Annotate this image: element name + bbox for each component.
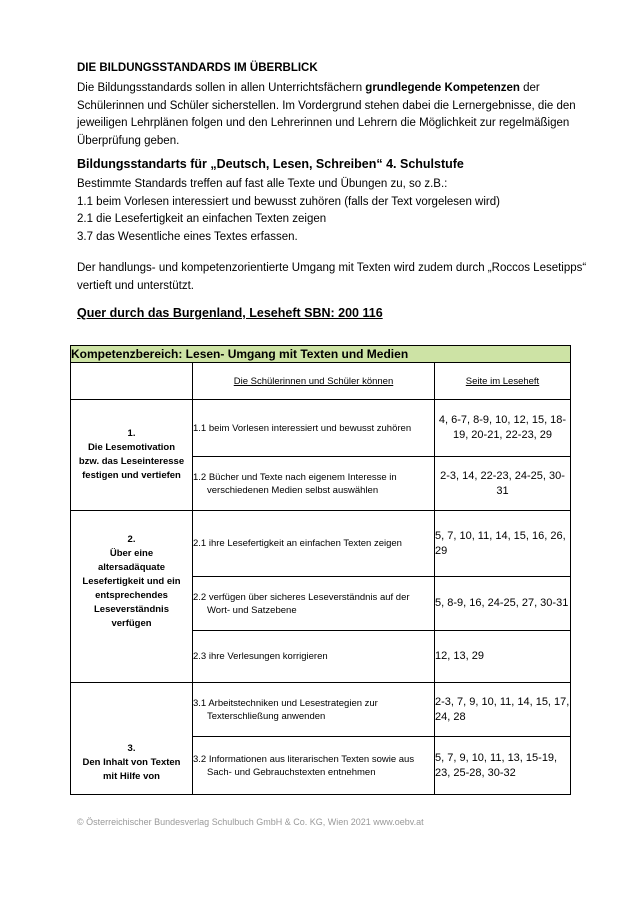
column-header-row (71, 363, 571, 400)
skill-cell (193, 400, 435, 457)
skill-cell (193, 577, 435, 631)
skill-text: 2.2 verfügen über sicheres Leseverständnis auf der Wort- und Satzebene (193, 591, 410, 616)
empty-header-cell (71, 363, 193, 400)
competence-table (70, 345, 571, 795)
section-title: DIE BILDUNGSSTANDARDS IM ÜBERBLICK (77, 62, 318, 74)
lesetipps-paragraph (77, 260, 587, 295)
area-number: 2. (127, 534, 136, 545)
skill-text: 3.1 Arbeitstechniken und Lesestrategien zur Texterschließung anwenden (193, 697, 378, 722)
intro-line-1 (77, 80, 567, 98)
table-row (71, 400, 571, 457)
column-header-pages: Seite im Leseheft (435, 363, 571, 400)
area-line: Leseverständnis (94, 604, 169, 615)
skill-cell (193, 511, 435, 577)
pages-cell: 5, 7, 9, 10, 11, 13, 15-19, 23, 25-28, 30-32 (435, 737, 571, 795)
skill-cell (193, 683, 435, 737)
standards-title: Bildungsstandarts für „Deutsch, Lesen, Schreiben“ 4. Schulstufe (77, 157, 464, 171)
pages-cell: 2-3, 14, 22-23, 24-25, 30-31 (435, 457, 571, 511)
skill-text: 3.2 Informationen aus literarischen Texten sowie aus Sach- und Gebrauchstexten entnehmen (193, 753, 415, 778)
standards-line: 2.1 die Lesefertigkeit an einfachen Texten zeigen (77, 213, 327, 225)
standards-line: 1.1 beim Vorlesen interessiert und bewusst zuhören (falls der Text vorgelesen wird) (77, 195, 500, 208)
standards-line: 3.7 das Wesentliche eines Textes erfassen. (77, 230, 298, 243)
lesetipps-line: Der handlungs- und kompetenzorientierte Umgang mit Texten wird zudem durch „Roccos Lesetipps“ (77, 262, 587, 274)
area-line: entsprechendes (95, 590, 168, 601)
area-number: 3. (127, 743, 136, 754)
area-line: altersadäquate (97, 562, 166, 573)
area-line: Lesefertigkeit und ein (82, 576, 181, 587)
book-title: Quer durch das Burgenland, Leseheft SBN: 200 116 (77, 306, 383, 320)
skill-text: 2.3 ihre Verlesungen korrigieren (193, 651, 328, 662)
table-header-row (71, 346, 571, 363)
intro-line: Schülerinnen und Schüler sicherstellen. Im Vordergrund stehen dabei die Lernergebnisse, die den (77, 99, 576, 112)
skill-cell (193, 457, 435, 511)
pages-cell: 4, 6-7, 8-9, 10, 12, 15, 18-19, 20-21, 22-23, 29 (435, 400, 571, 457)
pages-cell: 2-3, 7, 9, 10, 11, 14, 15, 17, 24, 28 (435, 683, 571, 737)
table-row (71, 683, 571, 737)
area-line: bzw. das Leseinteresse (78, 456, 185, 467)
table-row (71, 511, 571, 577)
intro-line: jeweiligen Lehrplänen folgen und den Lehrerinnen und Lehrern die Möglichkeit zur regelmäßigen (77, 117, 570, 129)
standards-line: Bestimmte Standards treffen auf fast alle Texte und Übungen zu, so z.B.: (77, 178, 448, 190)
lesetipps-line: vertieft und unterstützt. (77, 279, 194, 292)
table-header: Kompetenzbereich: Lesen- Umgang mit Texten und Medien (71, 346, 571, 363)
intro-paragraph (77, 80, 576, 150)
area-line: Über eine (109, 548, 154, 559)
skill-text: 1.1 beim Vorlesen interessiert und bewusst zuhören (193, 422, 412, 434)
pages-cell: 12, 13, 29 (435, 631, 571, 683)
copyright-footer: © Österreichischer Bundesverlag Schulbuch GmbH & Co. KG, Wien 2021 www.oebv.at (77, 817, 424, 827)
competence-area-2 (71, 511, 193, 683)
intro-line: Überprüfung geben. (77, 134, 180, 147)
competence-area-1 (71, 400, 193, 511)
intro-tail-text: der (519, 82, 540, 94)
area-line: Die Lesemotivation (87, 442, 176, 453)
intro-lead-text: Die Bildungsstandards sollen in allen Unterrichtsfächern (77, 82, 366, 94)
area-line: mit Hilfe von (102, 771, 160, 782)
pages-cell: 5, 7, 10, 11, 14, 15, 16, 26, 29 (435, 511, 571, 577)
skill-text: 1.2 Bücher und Texte nach eigenem Interesse in verschiedenen Medien selbst auswählen (193, 471, 397, 496)
competence-area-3 (71, 683, 193, 795)
skill-cell (193, 631, 435, 683)
area-line: Den Inhalt von Texten (82, 757, 181, 768)
skill-cell (193, 737, 435, 795)
area-line: verfügen (111, 618, 152, 629)
standards-list (77, 176, 567, 246)
area-line: festigen und vertiefen (82, 470, 181, 481)
skill-text: 2.1 ihre Lesefertigkeit an einfachen Texten zeigen (193, 538, 402, 549)
pages-cell: 5, 8-9, 16, 24-25, 27, 30-31 (435, 577, 571, 631)
area-number: 1. (127, 428, 136, 439)
column-header-skills: Die Schülerinnen und Schüler können (193, 363, 435, 400)
intro-bold-text: grundlegende Kompetenzen (365, 82, 520, 94)
